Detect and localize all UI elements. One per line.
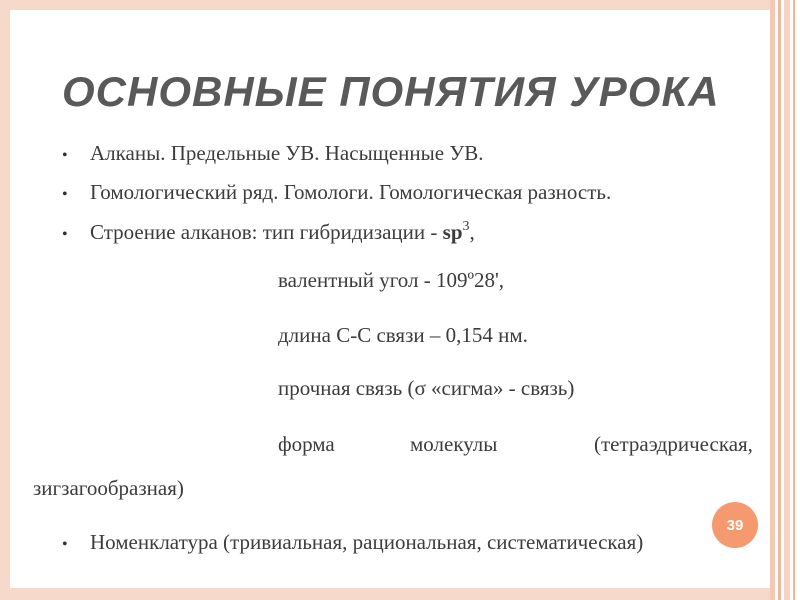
structure-prefix: Строение алканов: тип гибридизации -	[90, 220, 443, 244]
list-item-nomenclature: Номенклатура (тривиальная, рациональная, систематическая)	[90, 530, 644, 554]
decorative-stripe	[793, 0, 795, 600]
frame-top	[0, 0, 770, 10]
bond-length: длина С-С связи – 0,154 нм.	[278, 323, 528, 347]
shape-word-form: форма	[278, 432, 335, 456]
hybridization-type: sp	[442, 220, 463, 244]
bullet-icon	[62, 186, 68, 204]
frame-bottom	[0, 588, 770, 600]
shape-continuation: зигзагообразная)	[33, 476, 184, 500]
valence-angle: валентный угол - 109º28',	[278, 268, 505, 292]
frame-left	[0, 0, 10, 600]
hybridization-superscript: 3	[462, 219, 470, 234]
shape-word-molecule: молекулы	[410, 432, 498, 456]
decorative-stripe	[784, 0, 790, 600]
bullet-icon	[62, 536, 68, 554]
list-item-structure	[90, 220, 475, 245]
decorative-stripe	[778, 0, 781, 600]
bond-type: прочная связь (σ «сигма» - связь)	[278, 376, 575, 400]
shape-word-tetrahedral: (тетраэдрическая,	[594, 432, 753, 456]
list-item-homologous-series: Гомологический ряд. Гомологи. Гомологическая разность.	[90, 180, 612, 204]
decorative-stripe	[770, 0, 775, 600]
page-number-badge: 39	[712, 502, 758, 548]
bullet-icon	[62, 147, 68, 165]
slide-title: ОСНОВНЫЕ ПОНЯТИЯ УРОКА	[62, 68, 720, 115]
list-item-alkanes: Алканы. Предельные УВ. Насыщенные УВ.	[90, 141, 484, 165]
structure-suffix: ,	[469, 220, 475, 244]
bullet-icon	[62, 226, 68, 244]
